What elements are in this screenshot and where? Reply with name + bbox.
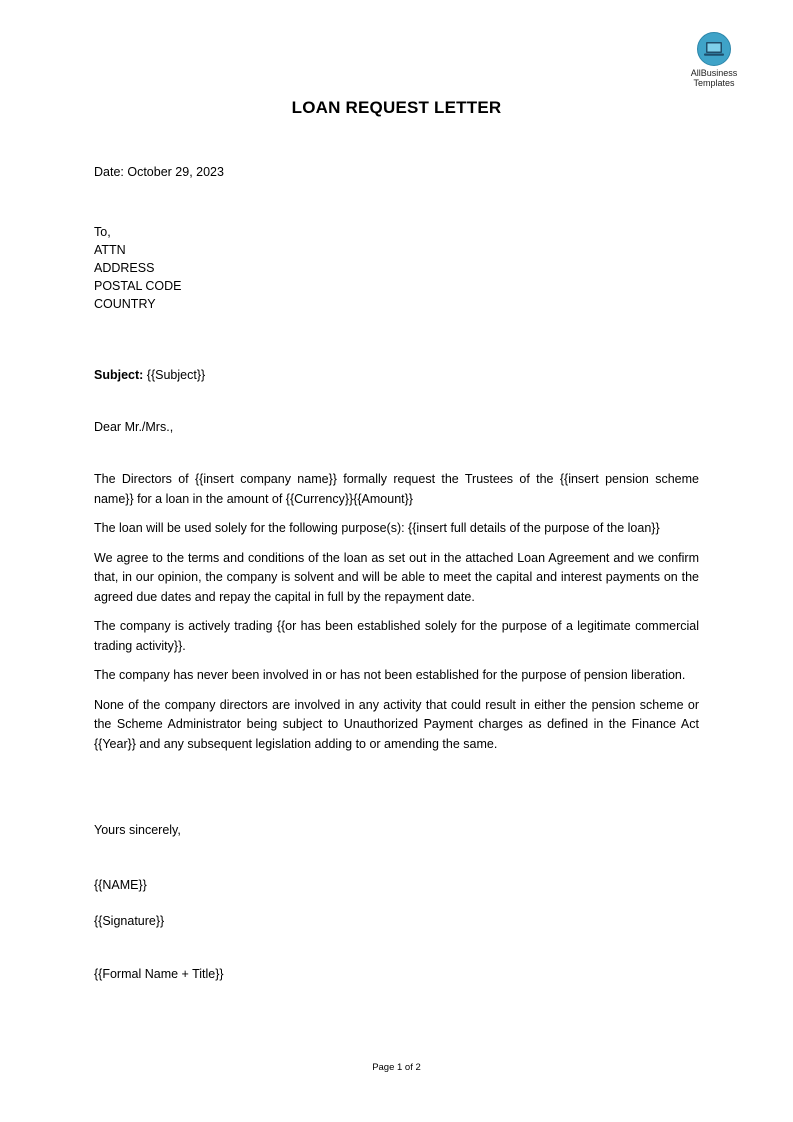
allbusiness-templates-logo[interactable]: [678, 32, 750, 88]
recipient-to: To,: [94, 225, 111, 239]
formal-name-placeholder: {{Formal Name + Title}}: [94, 967, 224, 981]
body-paragraph: None of the company directors are involved in any activity that could result in either the pension scheme or the Scheme Administrator being subject to Unauthorized Payment charges as defined in the Finance Act {{Year}} and any subsequent legislation adding to or amending the same.: [94, 697, 699, 751]
subject-label: Subject:: [94, 368, 144, 382]
body-paragraph: The Directors of {{insert company name}} formally request the Trustees of the {{insert pension scheme name}} for a loan in the amount of {{Currency}}{{Amount}}: [94, 472, 699, 506]
recipient-postal-code: POSTAL CODE: [94, 279, 182, 293]
recipient-address: [94, 223, 182, 313]
page-number: Page 1 of 2: [372, 1062, 421, 1073]
laptop-icon: [697, 32, 731, 66]
subject-line: [94, 366, 205, 384]
signature-placeholder: {{Signature}}: [94, 914, 165, 928]
letter-date: Date: October 29, 2023: [94, 165, 224, 179]
recipient-country: COUNTRY: [94, 297, 156, 311]
name-placeholder: {{NAME}}: [94, 878, 147, 892]
document-title: LOAN REQUEST LETTER: [291, 98, 502, 117]
logo-line-1: AllBusiness: [690, 68, 738, 78]
body-paragraph: The company is actively trading {{or has been established solely for the purpose of a legitimate commercial trading activity}}.: [94, 619, 699, 653]
body-paragraph: The company has never been involved in or has not been established for the purpose of pension liberation.: [94, 668, 686, 682]
closing: Yours sincerely,: [94, 823, 181, 837]
recipient-attn: ATTN: [94, 243, 126, 257]
body-paragraph: We agree to the terms and conditions of the loan as set out in the attached Loan Agreement and we confirm that, in our opinion, the company is solvent and will be able to meet the capital and interest payments on the agreed due dates and repay the capital in full by the repayment date.: [94, 550, 699, 604]
logo-text: [678, 68, 750, 88]
salutation: Dear Mr./Mrs.,: [94, 420, 174, 434]
letter-body: [94, 470, 699, 764]
logo-line-2: Templates: [693, 78, 735, 88]
subject-value: {{Subject}}: [143, 368, 206, 382]
recipient-address-line: ADDRESS: [94, 261, 155, 275]
body-paragraph: The loan will be used solely for the following purpose(s): {{insert full details of the purpose of the loan}}: [94, 521, 660, 535]
